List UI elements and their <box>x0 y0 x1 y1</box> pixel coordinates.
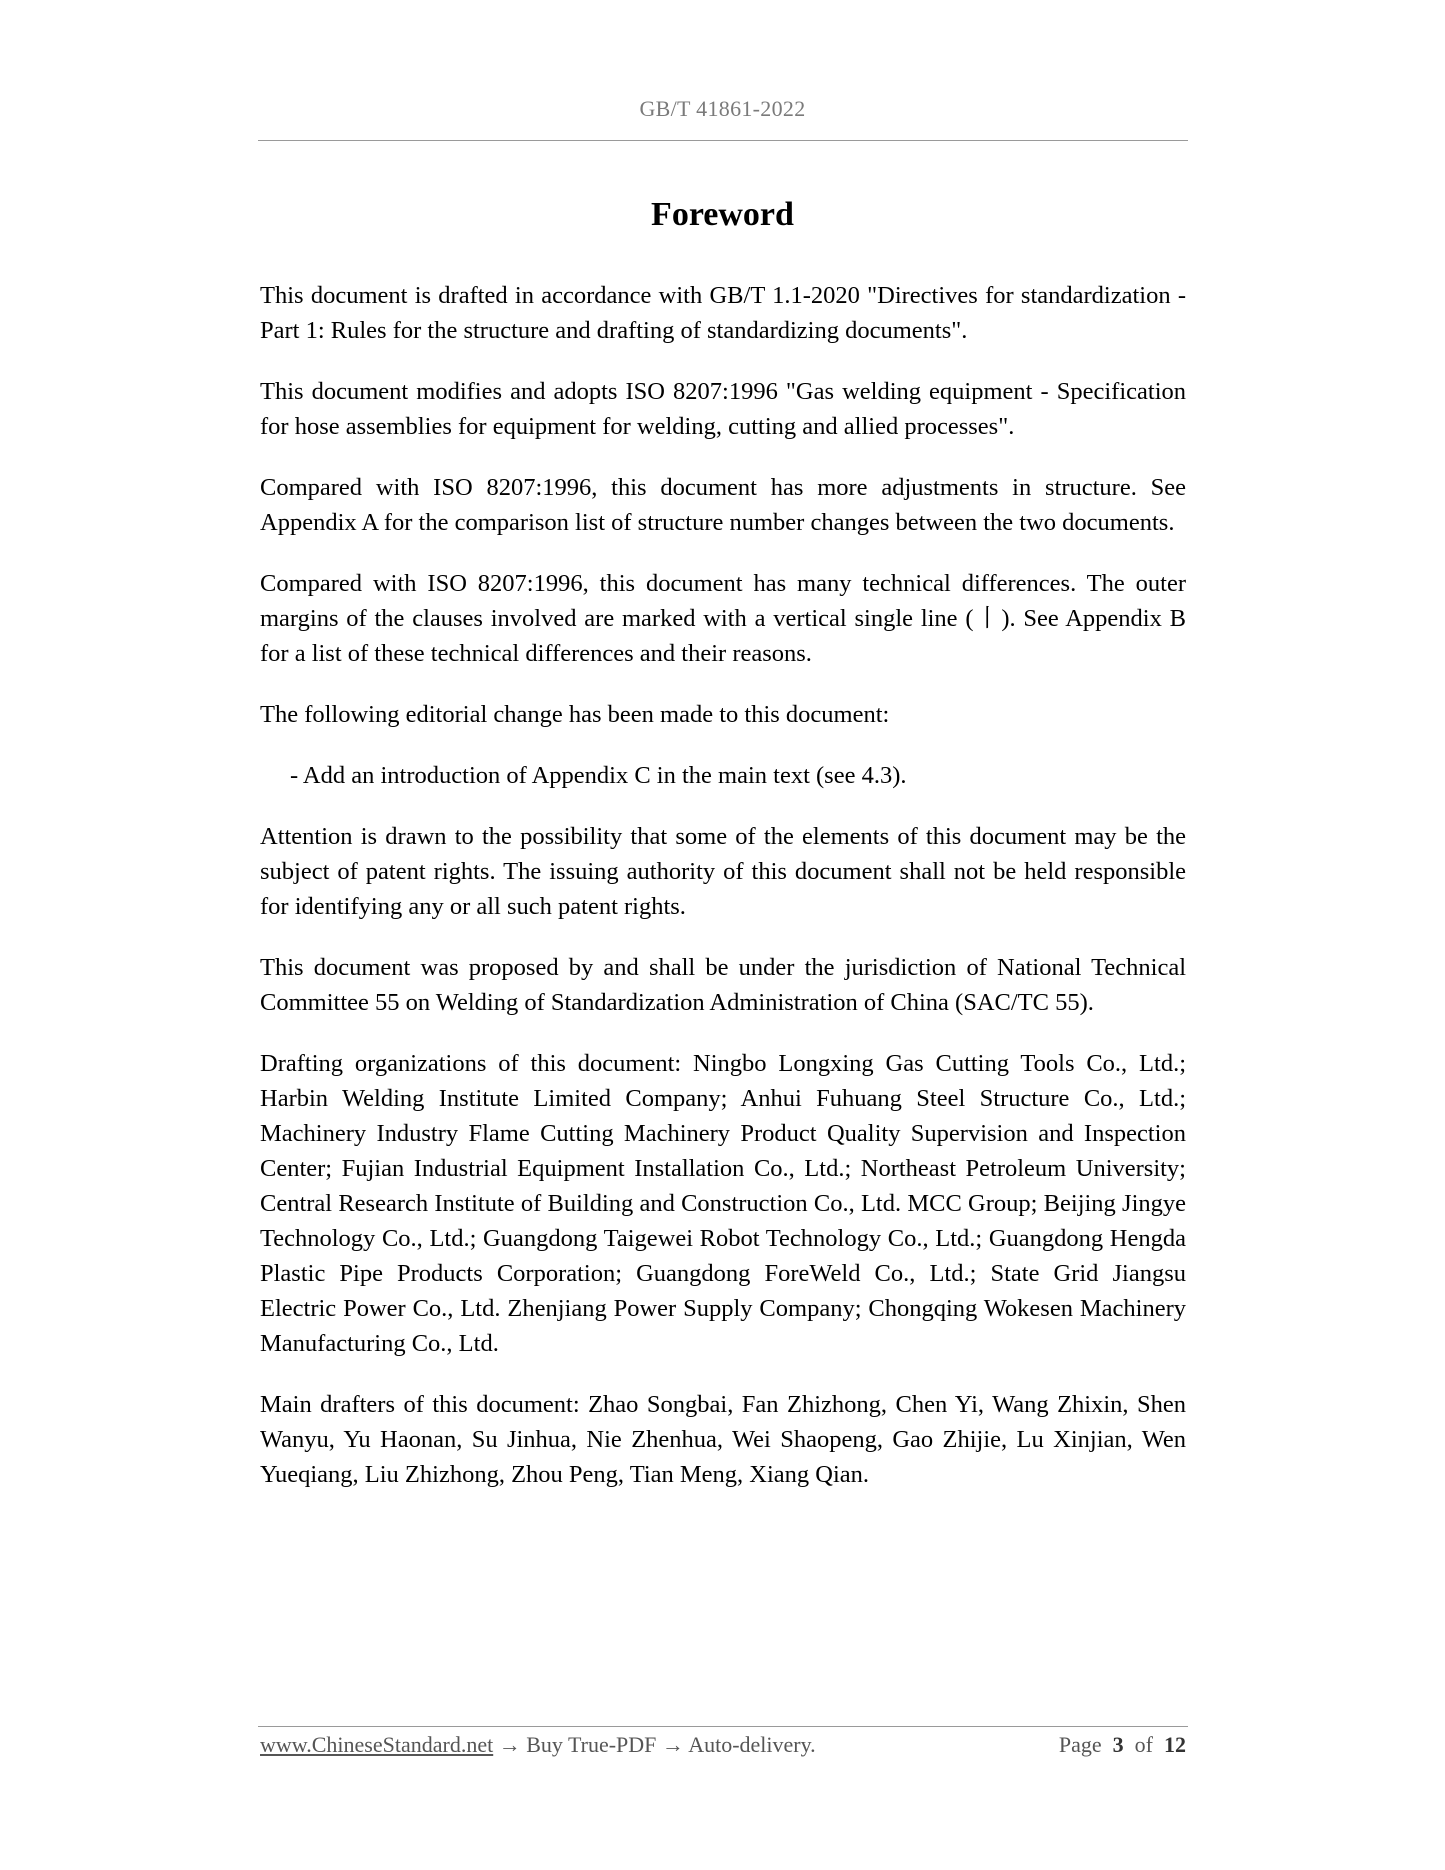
list-item-editorial-change: - Add an introduction of Appendix C in the main text (see 4.3). <box>290 762 907 789</box>
paragraph-drafting-organizations: Drafting organizations of this document: Ningbo Longxing Gas Cutting Tools Co., Ltd.; Harbin Welding Institute Limited Company; Anhui Fuhuang Steel Structure Co., Ltd.; Machinery Industry Flame Cutting Machinery Product Quality Supervision and Inspection Center; Fujian Industrial Equipment Installation Co., Ltd.; Northeast Petroleum University; Central Research Institute of Building and Construction Co., Ltd. MCC Group; Beijing Jingye Technology Co., Ltd.; Guangdong Taigewei Robot Technology Co., Ltd.; Guangdong Hengda Plastic Pipe Products Corporation; Guangdong ForeWeld Co., Ltd.; State Grid Jiangsu Electric Power Co., Ltd. Zhenjiang Power Supply Company; Chongqing Wokesen Machinery Manufacturing Co., Ltd. <box>260 1050 1186 1357</box>
paragraph-main-drafters: Main drafters of this document: Zhao Songbai, Fan Zhizhong, Chen Yi, Wang Zhixin, Shen Wanyu, Yu Haonan, Su Jinhua, Nie Zhenhua, Wei Shaopeng, Gao Zhijie, Lu Xinjian, Wen Yueqiang, Liu Zhizhong, Zhou Peng, Tian Meng, Xiang Qian. <box>260 1391 1186 1488</box>
page-number: Page 3 of 12 <box>1058 1732 1186 1757</box>
page-title: Foreword <box>651 196 794 233</box>
footer-tagline: → Buy True-PDF → Auto-delivery. <box>493 1732 816 1757</box>
page-footer <box>260 1732 1186 1758</box>
header-divider <box>258 140 1188 141</box>
paragraph-jurisdiction: This document was proposed by and shall be under the jurisdiction of National Technical Committee 55 on Welding of Standardization Administration of China (SAC/TC 55). <box>260 954 1186 1016</box>
footer-divider <box>258 1726 1188 1727</box>
page-total: 12 <box>1164 1732 1186 1757</box>
paragraph-technical-differences: Compared with ISO 8207:1996, this document has many technical differences. The outer margins of the clauses involved are marked with a vertical single line (丨). See Appendix B for a list of these technical differences and their reasons. <box>260 570 1186 667</box>
paragraph-structure-changes: Compared with ISO 8207:1996, this document has more adjustments in structure. See Appendix A for the comparison list of structure number changes between the two documents. <box>260 474 1186 536</box>
footer-left <box>260 1732 816 1758</box>
foreword-body <box>260 278 1186 1518</box>
paragraph-drafting-rules: This document is drafted in accordance with GB/T 1.1-2020 "Directives for standardization - Part 1: Rules for the structure and drafting of standardizing documents". <box>260 282 1186 344</box>
paragraph-patent-notice: Attention is drawn to the possibility that some of the elements of this document may be the subject of patent rights. The issuing authority of this document shall not be held responsible for identifying any or all such patent rights. <box>260 823 1186 920</box>
chinesestandard-link[interactable]: www.ChineseStandard.net <box>260 1732 494 1757</box>
header-doc-code: GB/T 41861-2022 <box>639 96 806 121</box>
paragraph-editorial-change-intro: The following editorial change has been made to this document: <box>260 701 890 728</box>
page-current: 3 <box>1112 1732 1124 1757</box>
paragraph-adoption: This document modifies and adopts ISO 8207:1996 "Gas welding equipment - Specification for hose assemblies for equipment for welding, cutting and allied processes". <box>260 378 1186 440</box>
